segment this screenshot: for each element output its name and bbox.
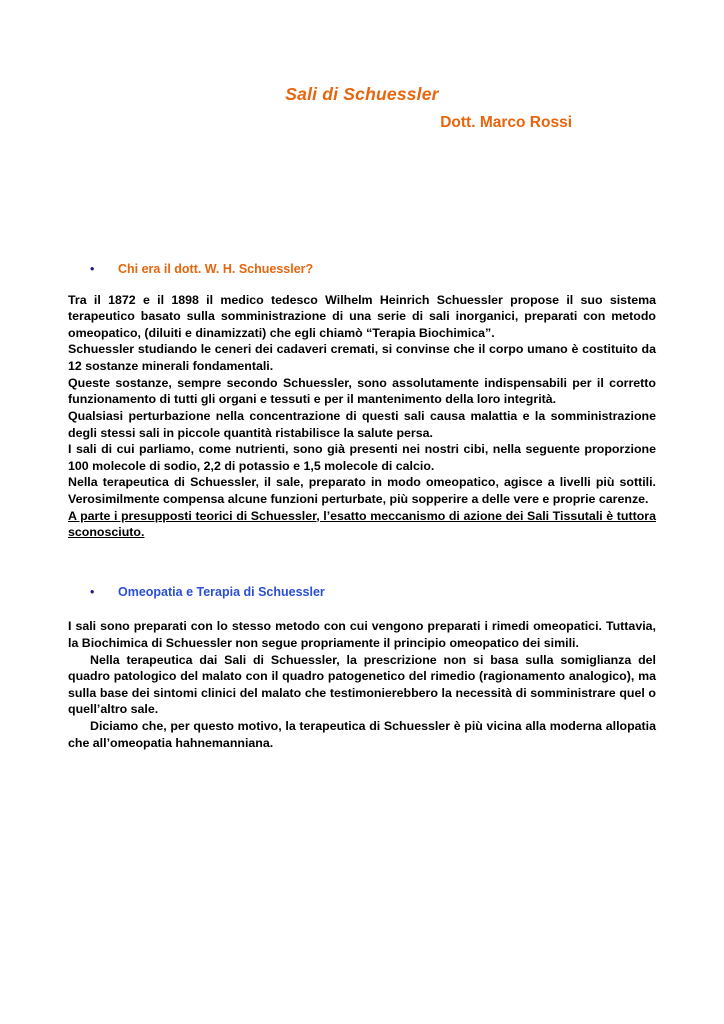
paragraph: Diciamo che, per questo motivo, la terapeutica di Schuessler è più vicina alla moderna allopatia che all’omeopatia hahnemanniana.	[68, 719, 656, 750]
paragraph: Nella terapeutica dai Sali di Schuessler, la prescrizione non si basa sulla somiglianza del quadro patologico del malato con il quadro patogenetico del rimedio (ragionamento analogico), ma sulla base dei sintomi clinici del malato che testimonierebbero la necessità di somministrare quel o quell’altro sale.	[68, 652, 656, 717]
paragraph: I sali di cui parliamo, come nutrienti, sono già presenti nei nostri cibi, nella seguente proporzione 100 molecole di sodio, 2,2 di potassio e 1,5 molecole di calcio.	[68, 442, 656, 473]
bullet-icon: •	[90, 584, 95, 599]
paragraph: Nella terapeutica di Schuessler, il sale, preparato in modo omeopatico, agisce a livelli più sottili. Verosimilmente compensa alcune funzioni perturbate, più sopperire a delle vere e proprie carenze.	[68, 475, 656, 506]
paragraph: Tra il 1872 e il 1898 il medico tedesco Wilhelm Heinrich Schuessler propose il suo sistema terapeutico basato sulla somministrazione di una serie di sali inorganici, preparati con metodo omeopatico, (diluiti e dinamizzati) che egli chiamò “Terapia Biochimica”.	[68, 292, 656, 340]
paragraph-underlined: A parte i presupposti teorici di Schuessler, l’esatto meccanismo di azione dei Sali Tissutali è tuttora sconosciuto.	[68, 508, 656, 540]
section-heading-chi-era: Chi era il dott. W. H. Schuessler?	[118, 262, 314, 276]
bullet-icon: •	[90, 262, 95, 276]
section-omeopatia-terapia	[68, 585, 656, 752]
bullet-heading-row	[68, 262, 656, 278]
section-body-omeopatia	[68, 618, 656, 751]
page-title: Sali di Schuessler	[285, 84, 439, 104]
paragraph: Qualsiasi perturbazione nella concentrazione di questi sali causa malattia e la somministrazione degli stessi sali in piccole quantità ristabilisce la salute persa.	[68, 408, 656, 440]
document-author: Dott. Marco Rossi	[440, 114, 572, 131]
paragraph: I sali sono preparati con lo stesso metodo con cui vengono preparati i rimedi omeopatici. Tuttavia, la Biochimica di Schuessler non segue propriamente il principio omeopatico dei simili.	[68, 619, 656, 650]
section-heading-omeopatia: Omeopatia e Terapia di Schuessler	[118, 584, 325, 599]
bullet-heading-row	[68, 585, 656, 601]
paragraph: Queste sostanze, sempre secondo Schuessler, sono assolutamente indispensabili per il corretto funzionamento di tutti gli organi e tessuti e per il mantenimento della loro integrità.	[68, 375, 656, 407]
section-chi-era-schuessler	[68, 262, 656, 541]
paragraph: Schuessler studiando le ceneri dei cadaveri cremati, si convinse che il corpo umano è costituito da 12 sostanze minerali fondamentali.	[68, 342, 656, 374]
section-body-chi-era	[68, 292, 656, 541]
